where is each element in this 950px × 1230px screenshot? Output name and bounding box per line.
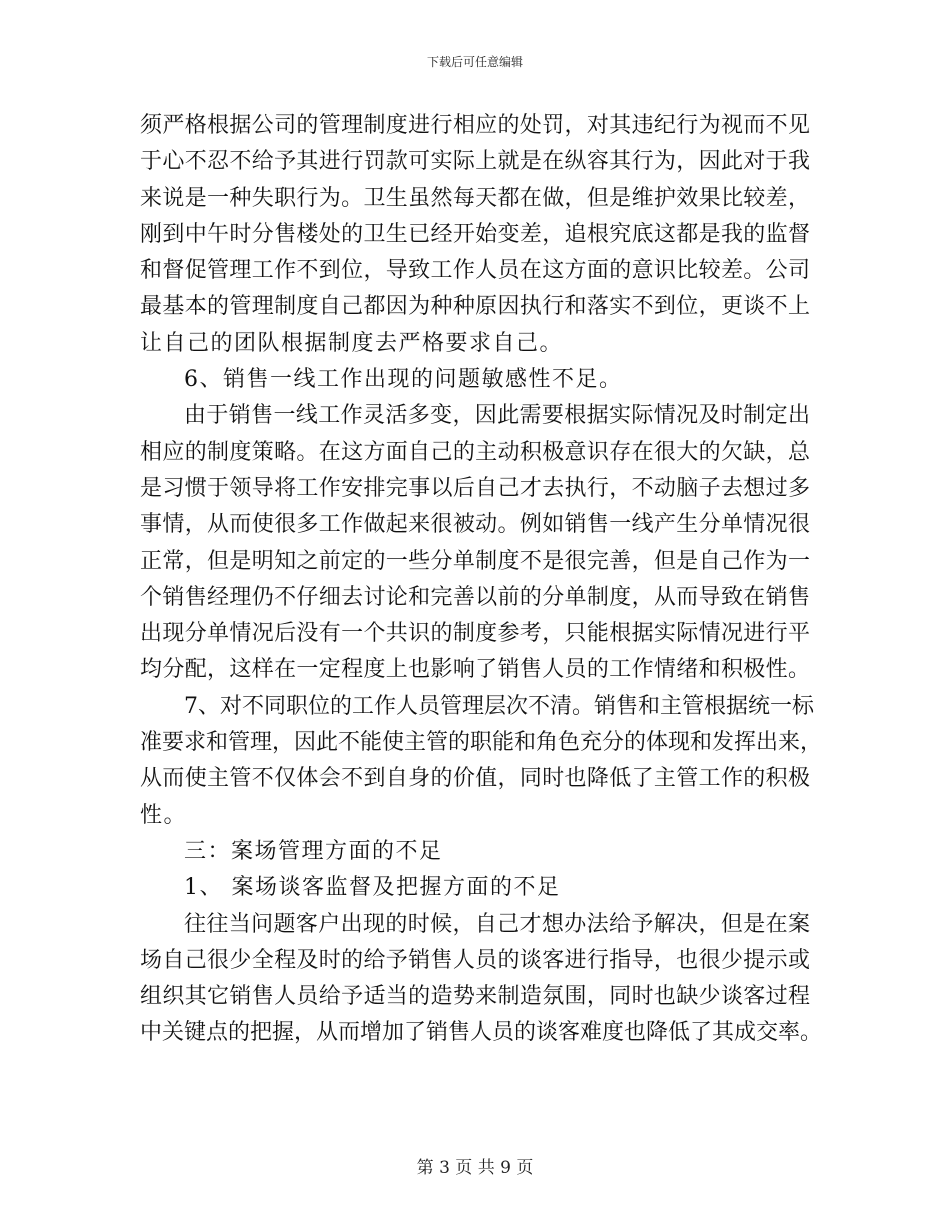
text-line: 个销售经理仍不仔细去讨论和完善以前的分单制度，从而导致在销售 — [140, 584, 810, 610]
text-line: 场自己很少全程及时的给予销售人员的谈客进行指导，也很少提示或 — [140, 947, 810, 973]
text-line: 出现分单情况后没有一个共识的制度参考，只能根据实际情况进行平 — [140, 621, 810, 647]
text-line: 让自己的团队根据制度去严格要求自己。 — [140, 330, 564, 356]
text-line: 最基本的管理制度自己都因为种种原因执行和落实不到位，更谈不上 — [140, 294, 810, 320]
text-line: 中关键点的把握，从而增加了销售人员的谈客难度也降低了其成交率。 — [140, 1020, 823, 1046]
text-line: 刚到中午时分售楼处的卫生已经开始变差，追根究底这都是我的监督 — [140, 221, 810, 247]
text-line: 均分配，这样在一定程度上也影响了销售人员的工作情绪和积极性。 — [140, 657, 810, 683]
text-line: 事情，从而使很多工作做起来很被动。例如销售一线产生分单情况很 — [140, 512, 810, 538]
text-line: 相应的制度策略。在这方面自己的主动积极意识存在很大的欠缺，总 — [140, 439, 810, 465]
text-line: 往往当问题客户出现的时候，自己才想办法给予解决，但是在案 — [184, 911, 810, 937]
text-line: 从而使主管不仅体会不到自身的价值，同时也降低了主管工作的积极 — [140, 766, 810, 792]
text-line: 由于销售一线工作灵活多变，因此需要根据实际情况及时制定出 — [184, 403, 810, 429]
text-line: 和督促管理工作不到位，导致工作人员在这方面的意识比较差。公司 — [140, 258, 810, 284]
text-line: 组织其它销售人员给予适当的造势来制造氛围，同时也缺少谈客过程 — [140, 984, 810, 1010]
text-line: 来说是一种失职行为。卫生虽然每天都在做，但是维护效果比较差， — [140, 185, 810, 211]
page-number: 第 3 页 共 9 页 — [416, 1158, 534, 1178]
page-header: 下载后可任意编辑 — [426, 55, 523, 69]
text-line: 须严格根据公司的管理制度进行相应的处罚，对其违纪行为视而不见 — [140, 113, 810, 138]
text-line: 准要求和管理，因此不能使主管的职能和角色充分的体现和发挥出来， — [140, 730, 823, 756]
text-line: 是习惯于领导将工作安排完事以后自己才去执行，不动脑子去想过多 — [140, 475, 810, 501]
section-heading: 6、销售一线工作出现的问题敏感性不足。 — [184, 367, 623, 393]
section-heading: 7、对不同职位的工作人员管理层次不清。销售和主管根据统一标 — [184, 693, 814, 719]
text-line: 于心不忍不给予其进行罚款可实际上就是在纵容其行为，因此对于我 — [140, 149, 810, 175]
text-line: 正常，但是明知之前定的一些分单制度不是很完善，但是自己作为一 — [140, 548, 810, 574]
document-body — [140, 108, 823, 1052]
section-heading: 三：案场管理方面的不足 — [184, 838, 443, 864]
subsection-heading: 1、 案场谈客监督及把握方面的不足 — [184, 875, 561, 901]
text-line: 性。 — [140, 802, 188, 828]
